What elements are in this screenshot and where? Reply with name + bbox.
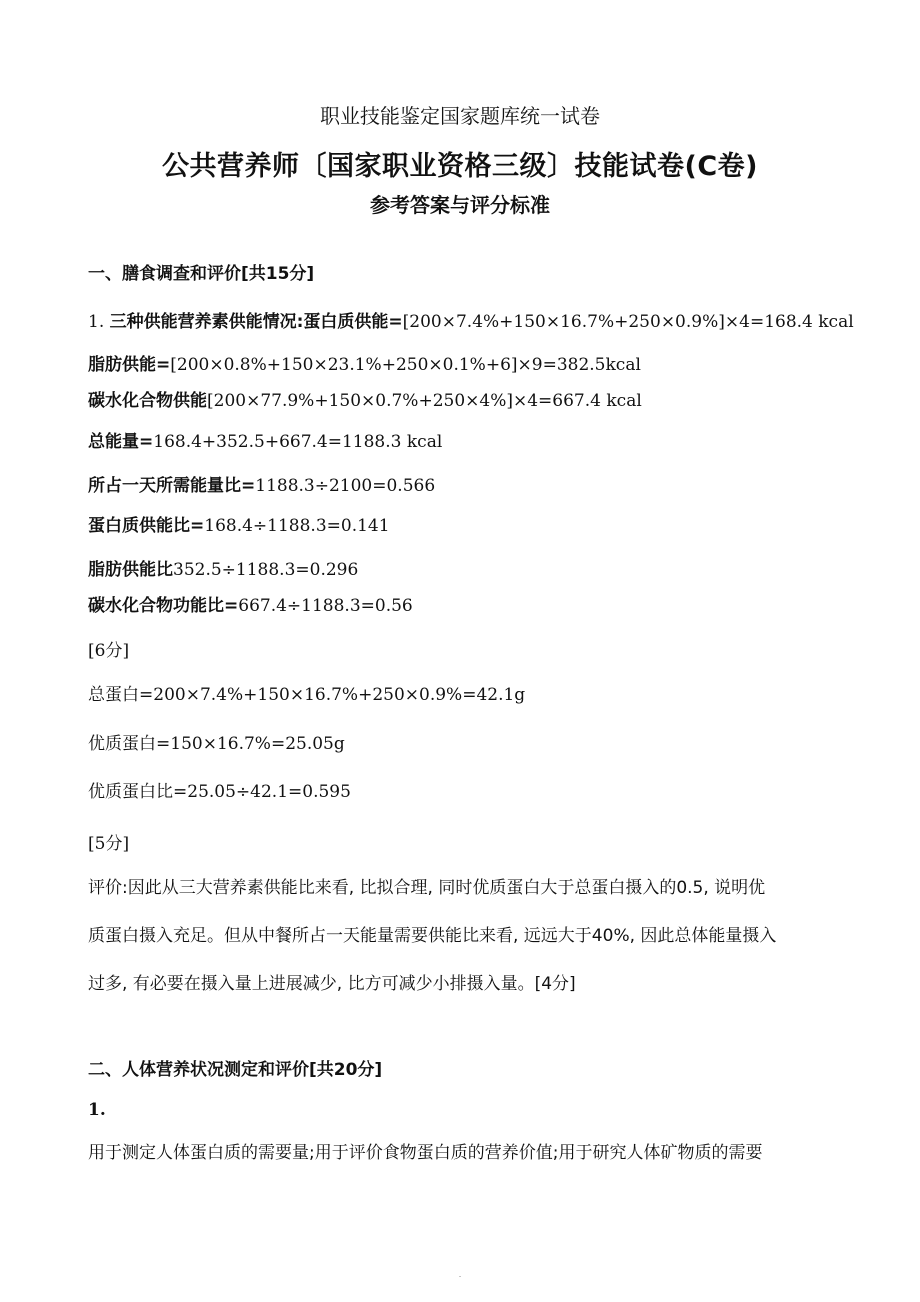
total-protein-label: 总蛋白= (88, 685, 154, 705)
section1-title: 一、膳食调查和评价[共15分] (88, 264, 315, 284)
ratio-fat-formula: 352.5÷1188.3=0.296 (173, 560, 359, 580)
ratio-protein-line (88, 511, 390, 536)
ratio-day-label: 所占一天所需能量比= (88, 476, 256, 496)
quality-protein-ratio-formula: 25.05÷42.1=0.595 (187, 782, 351, 802)
q1-protein-line (88, 307, 854, 332)
exam-series-title: 职业技能鉴定国家题库统一试卷 (320, 104, 600, 128)
section2-line-1: 用于测定人体蛋白质的需要量;用于评价食物蛋白质的营养价值;用于研究人体矿物质的需要 (88, 1143, 763, 1163)
exam-title: 公共营养师〔国家职业资格三级〕技能试卷(C卷) (162, 151, 758, 182)
quality-protein-label: 优质蛋白= (88, 734, 171, 754)
evaluation-line-3: 过多, 有必要在摄入量上进展减少, 比方可减少小排摄入量。[4分] (88, 974, 576, 994)
fat-energy-line (88, 350, 641, 375)
evaluation-line-2: 质蛋白摄入充足。但从中餐所占一天能量需要供能比来看, 远远大于40%, 因此总体能量摄入 (88, 926, 777, 946)
fat-label: 脂肪供能= (88, 355, 171, 375)
ratio-carb-formula: 667.4÷1188.3=0.56 (238, 596, 413, 616)
ratio-fat-label: 脂肪供能比 (88, 560, 173, 580)
q1-number: 1. (88, 312, 110, 332)
ratio-protein-formula: 168.4÷1188.3=0.141 (204, 516, 390, 536)
footer-dot: . (458, 1270, 462, 1279)
section2-title: 二、人体营养状况测定和评价[共20分] (88, 1060, 383, 1080)
quality-protein-formula: 150×16.7%=25.05g (170, 734, 345, 754)
q1-formula: [200×7.4%+150×16.7%+250×0.9%]×4=168.4 kcal (402, 312, 854, 332)
carb-energy-line (88, 386, 642, 411)
quality-protein-ratio-line (88, 777, 351, 802)
ratio-protein-label: 蛋白质供能比= (88, 516, 205, 536)
fat-formula: [200×0.8%+150×23.1%+250×0.1%+6]×9=382.5kcal (170, 355, 641, 375)
ratio-carb-line (88, 591, 413, 616)
total-protein-line (88, 680, 525, 705)
q1-label: 三种供能营养素供能情况:蛋白质供能= (109, 312, 403, 332)
total-protein-formula: 200×7.4%+150×16.7%+250×0.9%=42.1g (153, 685, 526, 705)
carb-formula: [200×77.9%+150×0.7%+250×4%]×4=667.4 kcal (207, 391, 642, 411)
evaluation-line-1: 评价:因此从三大营养素供能比来看, 比拟合理, 同时优质蛋白大于总蛋白摄入的0.5, 说明优 (88, 878, 766, 898)
score-6: [6分] (88, 641, 130, 661)
ratio-carb-label: 碳水化合物功能比= (88, 596, 239, 616)
total-label: 总能量= (88, 432, 154, 452)
carb-label: 碳水化合物供能 (88, 391, 207, 411)
section2-q1-number: 1. (88, 1100, 106, 1120)
total-energy-line (88, 427, 442, 452)
ratio-day-formula: 1188.3÷2100=0.566 (255, 476, 436, 496)
exam-subtitle: 参考答案与评分标准 (370, 193, 550, 217)
ratio-fat-line (88, 555, 358, 580)
total-formula: 168.4+352.5+667.4=1188.3 kcal (153, 432, 443, 452)
quality-protein-ratio-label: 优质蛋白比= (88, 782, 188, 802)
quality-protein-line (88, 729, 345, 754)
score-5: [5分] (88, 834, 130, 854)
ratio-day-line (88, 471, 435, 496)
